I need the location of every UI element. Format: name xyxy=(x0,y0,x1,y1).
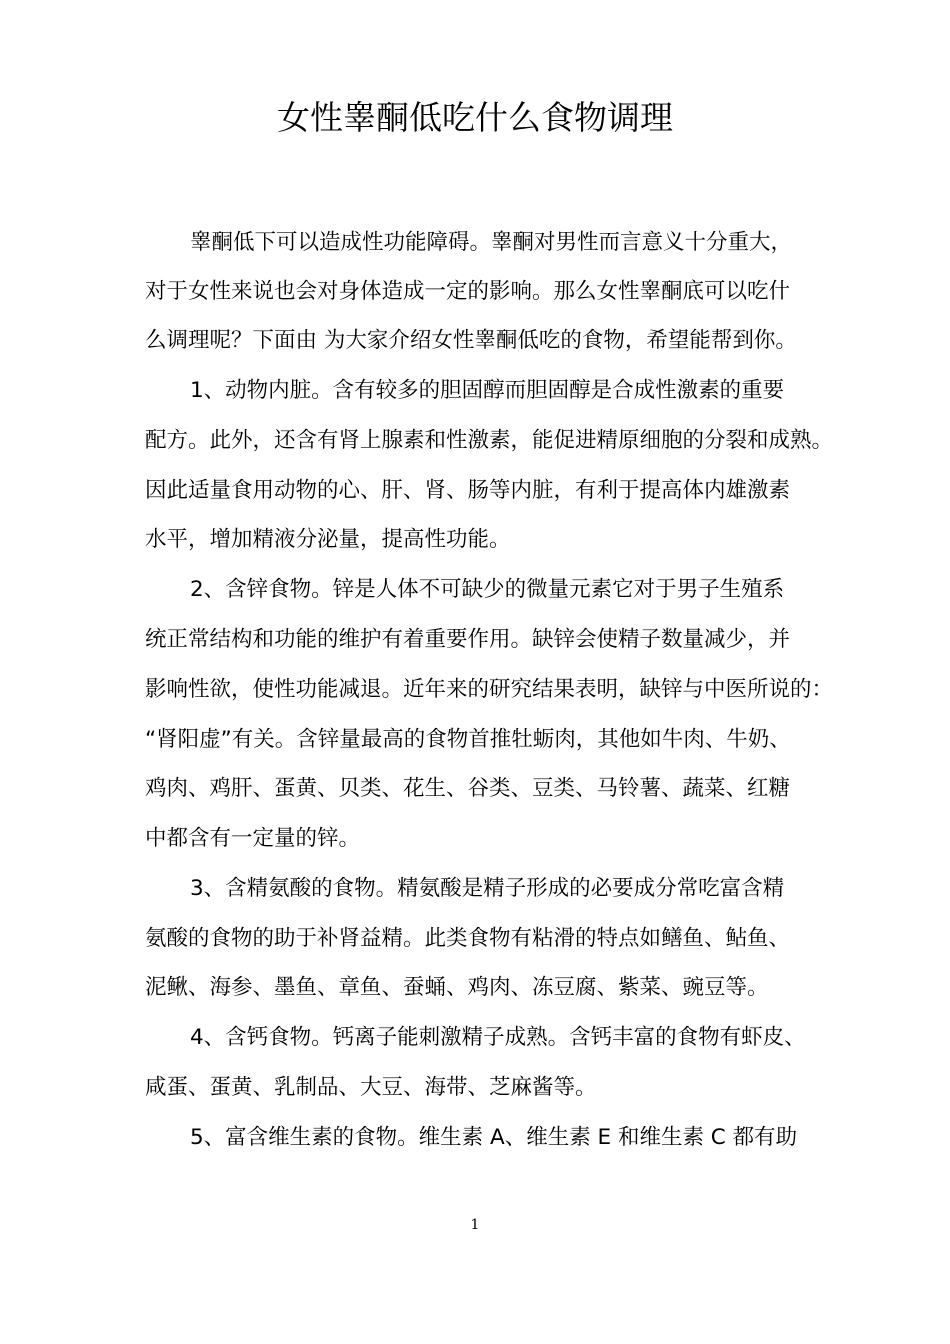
body-line: “肾阳虚”有关。含锌量最高的食物首推牡蛎肉，其他如牛肉、牛奶、 xyxy=(145,727,791,752)
body-line: 对于女性来说也会对身体造成一定的影响。那么女性睾酮底可以吃什 xyxy=(145,279,791,304)
body-line: 统正常结构和功能的维护有着重要作用。缺锌会使精子数量减少，并 xyxy=(145,627,791,652)
body-line: 咸蛋、蛋黄、乳制品、大豆、海带、芝麻酱等。 xyxy=(145,1075,597,1100)
body-line: 1、动物内脏。含有较多的胆固醇而胆固醇是合成性激素的重要 xyxy=(190,378,785,403)
body-line: 睾酮低下可以造成性功能障碍。睾酮对男性而言意义十分重大， xyxy=(190,230,793,255)
document-title: 女性睾酮低吃什么食物调理 xyxy=(277,98,673,137)
body-line: 4、含钙食物。钙离子能刺激精子成熟。含钙丰富的食物有虾皮、 xyxy=(190,1025,806,1050)
body-line: 影响性欲，使性功能减退。近年来的研究结果表明，缺锌与中医所说的： xyxy=(145,677,834,702)
body-line: 配方。此外，还含有肾上腺素和性激素，能促进精原细胞的分裂和成熟。 xyxy=(145,428,834,453)
body-line: 5、富含维生素的食物。维生素 A、维生素 E 和维生素 C 都有助 xyxy=(190,1125,798,1150)
body-line: 泥鳅、海参、墨鱼、章鱼、蚕蛹、鸡肉、冻豆腐、紫菜、豌豆等。 xyxy=(145,975,769,1000)
body-line: 因此适量食用动物的心、肝、肾、肠等内脏，有利于提高体内雄激素 xyxy=(145,478,791,503)
body-line: 么调理呢？下面由 为大家介绍女性睾酮低吃的食物，希望能帮到你。 xyxy=(145,328,797,353)
body-line: 鸡肉、鸡肝、蛋黄、贝类、花生、谷类、豆类、马铃薯、蔬菜、红糖 xyxy=(145,776,791,801)
body-line: 水平，增加精液分泌量，提高性功能。 xyxy=(145,527,511,552)
body-line: 中都含有一定量的锌。 xyxy=(145,826,361,851)
body-line: 3、含精氨酸的食物。精氨酸是精子形成的必要成分常吃富含精 xyxy=(190,876,785,901)
page-number: 1 xyxy=(470,1217,480,1233)
body-line: 2、含锌食物。锌是人体不可缺少的微量元素它对于男子生殖系 xyxy=(190,577,785,602)
body-line: 氨酸的食物的助于补肾益精。此类食物有粘滑的特点如鳝鱼、鲇鱼、 xyxy=(145,926,791,951)
